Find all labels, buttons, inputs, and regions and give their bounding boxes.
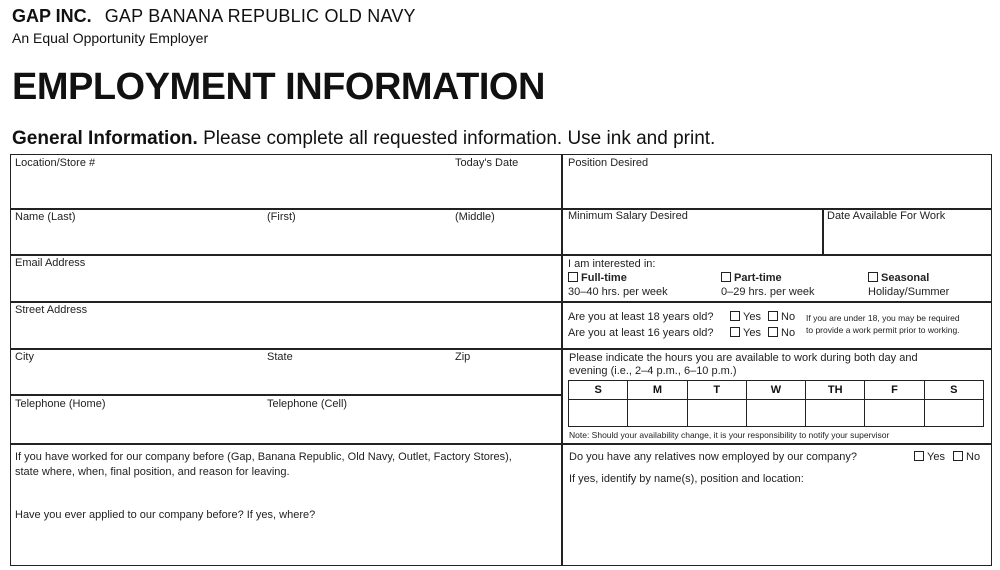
yes-label: Yes — [743, 311, 761, 323]
name-first-field[interactable]: (First) — [267, 211, 296, 223]
day-hours-wednesday[interactable] — [746, 400, 805, 427]
position-desired-field[interactable]: Position Desired — [568, 157, 649, 169]
name-last-field[interactable]: Name (Last) — [15, 211, 76, 223]
divider — [10, 301, 992, 303]
street-address-field[interactable]: Street Address — [15, 304, 88, 316]
day-hours-sunday[interactable] — [569, 400, 628, 427]
section-heading-instructions: Please complete all requested information. Use ink and print. — [197, 128, 716, 149]
checkbox-icon — [768, 311, 778, 321]
availability-table — [568, 380, 984, 427]
divider — [561, 154, 563, 566]
relatives-identify[interactable]: If yes, identify by name(s), position and location: — [569, 473, 804, 485]
full-time-label: Full-time — [581, 272, 627, 284]
zip-field[interactable]: Zip — [455, 351, 471, 363]
prior-employment-question-line2: state where, when, final position, and reason for leaving. — [15, 466, 290, 478]
date-available-field[interactable]: Date Available For Work — [827, 210, 946, 222]
todays-date-field[interactable]: Today's Date — [455, 157, 519, 169]
section-heading — [12, 128, 715, 150]
day-hours-thursday[interactable] — [806, 400, 865, 427]
divider — [822, 208, 824, 254]
availability-note: Note: Should your availability change, it is your responsibility to notify your supervisor — [569, 430, 890, 440]
location-field[interactable]: Location/Store # — [15, 157, 96, 169]
relatives-yes[interactable] — [914, 451, 945, 463]
day-header-thursday: TH — [806, 381, 865, 400]
work-permit-note-line2: to provide a work permit prior to working. — [806, 325, 960, 335]
seasonal-label: Seasonal — [881, 272, 930, 284]
day-hours-monday[interactable] — [628, 400, 687, 427]
yes-label: Yes — [927, 451, 945, 463]
divider — [10, 443, 992, 445]
email-field[interactable]: Email Address — [15, 257, 86, 269]
no-label: No — [966, 451, 981, 463]
day-header-sunday: S — [569, 381, 628, 400]
telephone-home-field[interactable]: Telephone (Home) — [15, 398, 106, 410]
full-time-checkbox[interactable] — [568, 272, 627, 284]
brand-list: GAP BANANA REPUBLIC OLD NAVY — [104, 6, 416, 26]
name-middle-field[interactable]: (Middle) — [455, 211, 495, 223]
age-16-no[interactable] — [768, 327, 795, 339]
part-time-checkbox[interactable] — [721, 272, 782, 284]
brand-line — [12, 6, 416, 27]
checkbox-icon — [721, 272, 731, 282]
divider — [10, 348, 992, 350]
no-label: No — [781, 311, 796, 323]
checkbox-icon — [768, 327, 778, 337]
checkbox-icon — [953, 451, 963, 461]
interest-label: I am interested in: — [568, 258, 656, 270]
checkbox-icon — [868, 272, 878, 282]
seasonal-period: Holiday/Summer — [868, 286, 950, 298]
page-title: EMPLOYMENT INFORMATION — [12, 66, 545, 108]
age-18-question: Are you at least 18 years old? — [568, 311, 714, 323]
day-header-wednesday: W — [746, 381, 805, 400]
day-header-friday: F — [865, 381, 924, 400]
age-16-yes[interactable] — [730, 327, 761, 339]
availability-prompt-line2: evening (i.e., 2–4 p.m., 6–10 p.m.) — [569, 365, 737, 377]
checkbox-icon — [914, 451, 924, 461]
checkbox-icon — [730, 327, 740, 337]
city-field[interactable]: City — [15, 351, 34, 363]
telephone-cell-field[interactable]: Telephone (Cell) — [267, 398, 348, 410]
part-time-label: Part-time — [734, 272, 782, 284]
section-heading-bold: General Information. — [12, 128, 198, 149]
day-hours-friday[interactable] — [865, 400, 924, 427]
age-18-yes[interactable] — [730, 311, 761, 323]
yes-label: Yes — [743, 327, 761, 339]
availability-prompt-line1: Please indicate the hours you are available to work during both day and — [569, 352, 918, 364]
min-salary-field[interactable]: Minimum Salary Desired — [568, 210, 688, 222]
checkbox-icon — [730, 311, 740, 321]
relatives-no[interactable] — [953, 451, 980, 463]
age-16-question: Are you at least 16 years old? — [568, 327, 714, 339]
part-time-hours: 0–29 hrs. per week — [721, 286, 815, 298]
divider — [10, 394, 562, 396]
relatives-question: Do you have any relatives now employed by our company? — [569, 451, 857, 463]
day-hours-saturday[interactable] — [924, 400, 983, 427]
day-header-monday: M — [628, 381, 687, 400]
prior-application-question[interactable]: Have you ever applied to our company before? If yes, where? — [15, 509, 316, 521]
prior-employment-question-line1[interactable]: If you have worked for our company before (Gap, Banana Republic, Old Navy, Outlet, Factory Stores), — [15, 451, 512, 463]
full-time-hours: 30–40 hrs. per week — [568, 286, 668, 298]
age-18-no[interactable] — [768, 311, 795, 323]
state-field[interactable]: State — [267, 351, 293, 363]
day-hours-tuesday[interactable] — [687, 400, 746, 427]
company-name: GAP INC. — [12, 6, 92, 26]
no-label: No — [781, 327, 796, 339]
checkbox-icon — [568, 272, 578, 282]
work-permit-note-line1: If you are under 18, you may be required — [806, 313, 960, 323]
seasonal-checkbox[interactable] — [868, 272, 929, 284]
equal-opportunity-text: An Equal Opportunity Employer — [12, 30, 209, 46]
day-header-tuesday: T — [687, 381, 746, 400]
divider — [10, 254, 992, 256]
day-header-saturday: S — [924, 381, 983, 400]
